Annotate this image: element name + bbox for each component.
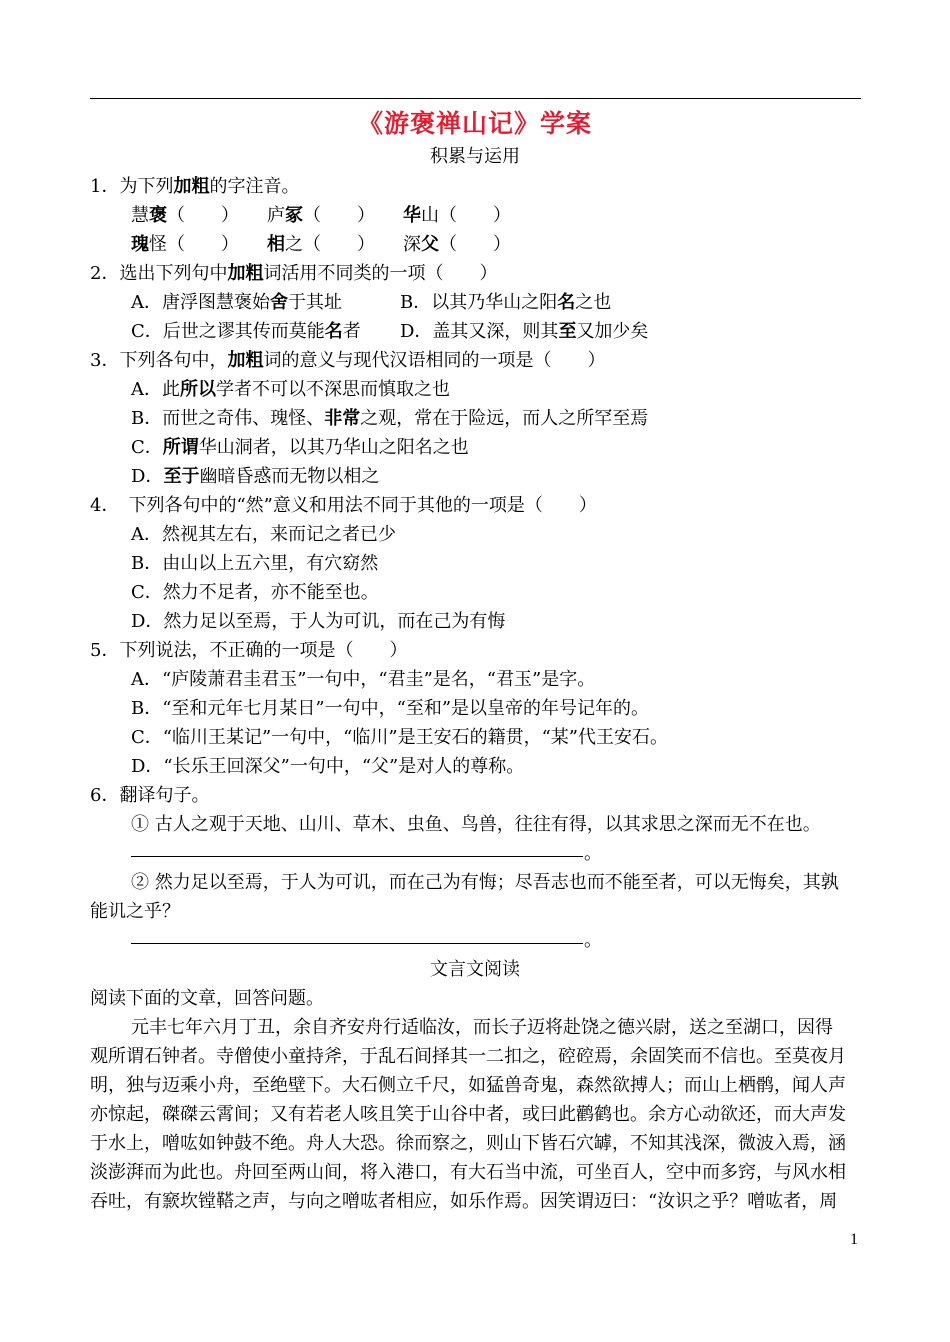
- question-5-option-a: A．“庐陵萧君圭君玉”一句中，“君圭”是名，“君玉”是字。: [131, 669, 596, 690]
- section-heading-reading: 文言文阅读: [430, 959, 520, 980]
- page-title: 《游褒禅山记》学案: [357, 109, 592, 138]
- question-5-stem: 5．下列说法，不正确的一项是（ ）: [90, 640, 408, 661]
- section-heading-accumulation: 积累与运用: [430, 146, 520, 167]
- question-4-option-d: D．然力足以至焉，于人为可讥，而在己为有悔: [131, 611, 506, 632]
- translation-sentence-2: ② 然力足以至焉，于人为可讥，而在己为有悔；尽吾志也而不能至者，可以无悔矣，其孰: [131, 872, 839, 893]
- passage-line: 观所谓石钟者。寺僧使小童持斧，于乱石间择其一二扣之，硿硿焉，余固笑而不信也。至莫夜月: [90, 1046, 846, 1067]
- question-3-option-b: B．而世之奇伟、瑰怪、非常之观，常在于险远，而人之所罕至焉: [131, 408, 649, 429]
- top-rule: [90, 98, 861, 99]
- answer-period-1: 。: [584, 843, 602, 864]
- passage-line: 吞吐，有窾坎镗鞳之声，与向之噌吰者相应，如乐作焉。因笑谓迈曰：“汝识之乎？噌吰者，周: [90, 1191, 838, 1212]
- question-4-stem: 4． 下列各句中的“然”意义和用法不同于其他的一项是（ ）: [90, 495, 597, 516]
- question-5-option-c: C．“临川王某记”一句中，“临川”是王安石的籍贯，“某”代王安石。: [131, 727, 668, 748]
- question-2-option-b: B．以其乃华山之阳名之也: [400, 292, 612, 313]
- passage-line: 亦惊起，磔磔云霄间；又有若老人咳且笑于山谷中者，或曰此鹳鹤也。余方心动欲还，而大声发: [90, 1104, 846, 1125]
- question-1-row-1: [131, 204, 511, 228]
- question-3-option-d: D．至于幽暗昏惑而无物以相之: [131, 466, 380, 487]
- question-2-option-c: C．后世之谬其传而莫能名者: [131, 321, 361, 342]
- passage-line: 元丰七年六月丁丑，余自齐安舟行适临汝，而长子迈将赴饶之德兴尉，送之至湖口，因得: [131, 1017, 833, 1038]
- item: 瑰怪（ ）: [131, 234, 239, 255]
- question-3-option-c: C．所谓华山洞者，以其乃华山之阳名之也: [131, 437, 469, 458]
- passage-line: 淡澎湃而为此也。舟回至两山间，将入港口，有大石当中流，可坐百人，空中而多窍，与风水相: [90, 1162, 846, 1183]
- question-3-stem: 3．下列各句中，加粗词的意义与现代汉语相同的一项是（ ）: [90, 350, 606, 371]
- question-6-stem: 6．翻译句子。: [90, 785, 210, 806]
- answer-blank-2[interactable]: [131, 943, 583, 944]
- question-5-option-b: B．“至和元年七月某日”一句中，“至和”是以皇帝的年号记年的。: [131, 698, 650, 719]
- question-1-stem: 1．为下列加粗的字注音。: [90, 176, 300, 197]
- question-4-option-a: A．然视其左右，来而记之者已少: [131, 524, 396, 545]
- question-2-option-a: A．唐浮图慧褒始舍于其址: [131, 292, 342, 313]
- passage-line: 明，独与迈乘小舟，至绝壁下。大石侧立千尺，如猛兽奇鬼，森然欲搏人；而山上栖鹘，闻人声: [90, 1075, 846, 1096]
- reading-intro: 阅读下面的文章，回答问题。: [90, 988, 324, 1009]
- answer-blank-1[interactable]: [131, 856, 583, 857]
- item: 庐冢（ ）: [267, 205, 375, 226]
- question-4-option-b: B．由山以上五六里，有穴窈然: [131, 553, 379, 574]
- question-2-stem: 2．选出下列句中加粗词活用不同类的一项（ ）: [90, 263, 498, 284]
- question-1-row-2: [131, 233, 511, 257]
- translation-sentence-2-cont: 能讥之乎？: [90, 901, 180, 922]
- item: 相之（ ）: [267, 234, 375, 255]
- item: 慧褒（ ）: [131, 205, 239, 226]
- answer-period-2: 。: [584, 930, 602, 951]
- item: 深父（ ）: [403, 234, 511, 255]
- question-5-option-d: D．“长乐王回深父”一句中，“父”是对人的尊称。: [131, 756, 525, 777]
- question-3-option-a: A．此所以学者不可以不深思而慎取之也: [131, 379, 450, 400]
- passage-line: 于水上，噌吰如钟鼓不绝。舟人大恐。徐而察之，则山下皆石穴罅，不知其浅深，微波入焉，涵: [90, 1133, 846, 1154]
- page-number: 1: [850, 1231, 858, 1248]
- question-2-option-d: D．盖其又深，则其至又加少矣: [400, 321, 649, 342]
- question-4-option-c: C．然力不足者，亦不能至也。: [131, 582, 379, 603]
- translation-sentence-1: ① 古人之观于天地、山川、草木、虫鱼、鸟兽，往往有得，以其求思之深而无不在也。: [131, 814, 821, 835]
- item: 华山（ ）: [403, 205, 511, 226]
